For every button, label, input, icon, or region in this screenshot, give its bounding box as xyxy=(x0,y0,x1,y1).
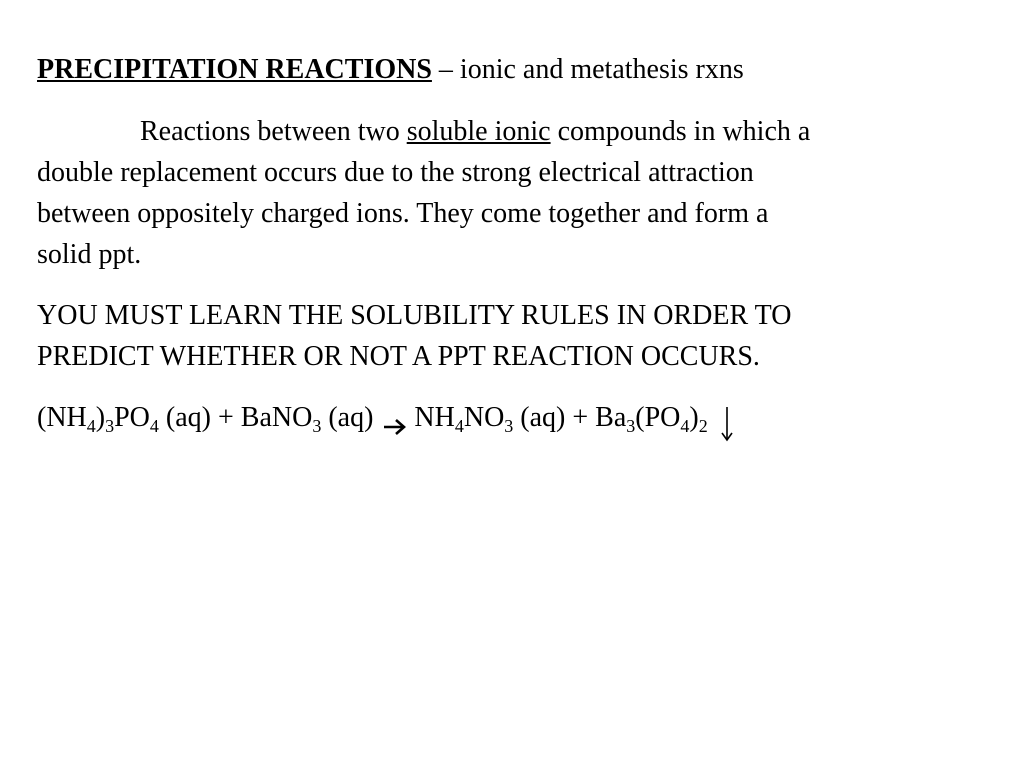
underlined-term: soluble ionic xyxy=(406,116,551,147)
title-bold: PRECIPITATION REACTIONS xyxy=(37,54,432,85)
notice-line-2: PREDICT WHETHER OR NOT A PPT REACTION OCCURS. xyxy=(37,341,760,372)
paragraph-text: Reactions between two xyxy=(140,116,407,147)
paragraph-line-4: solid ppt. xyxy=(37,239,142,270)
state-label: (aq) xyxy=(321,402,381,433)
product-2: $Ba_3(PO_4)_2$ xyxy=(595,402,708,436)
paragraph-text: compounds in which a xyxy=(550,116,811,147)
paragraph-line-1 xyxy=(37,111,810,152)
slide-title xyxy=(37,49,744,90)
state-label: (aq) + xyxy=(158,402,241,433)
chemical-equation xyxy=(37,397,734,438)
notice-line-1: YOU MUST LEARN THE SOLUBILITY RULES IN ORDER TO xyxy=(37,300,792,331)
title-subtitle: – ionic and metathesis rxns xyxy=(431,54,744,85)
paragraph-line-2: double replacement occurs due to the strong electrical attraction xyxy=(37,157,754,188)
right-arrow-icon xyxy=(382,408,408,428)
product-1: $NH_4NO_3$ xyxy=(414,402,514,436)
state-label: (aq) + xyxy=(513,402,596,433)
reactant-2: BaNO$_3$ xyxy=(240,402,322,436)
down-arrow-icon xyxy=(720,406,734,442)
reactant-1: $(NH_4)_3PO_4$ xyxy=(37,402,159,436)
paragraph-line-3: between oppositely charged ions. They come together and form a xyxy=(37,198,769,229)
